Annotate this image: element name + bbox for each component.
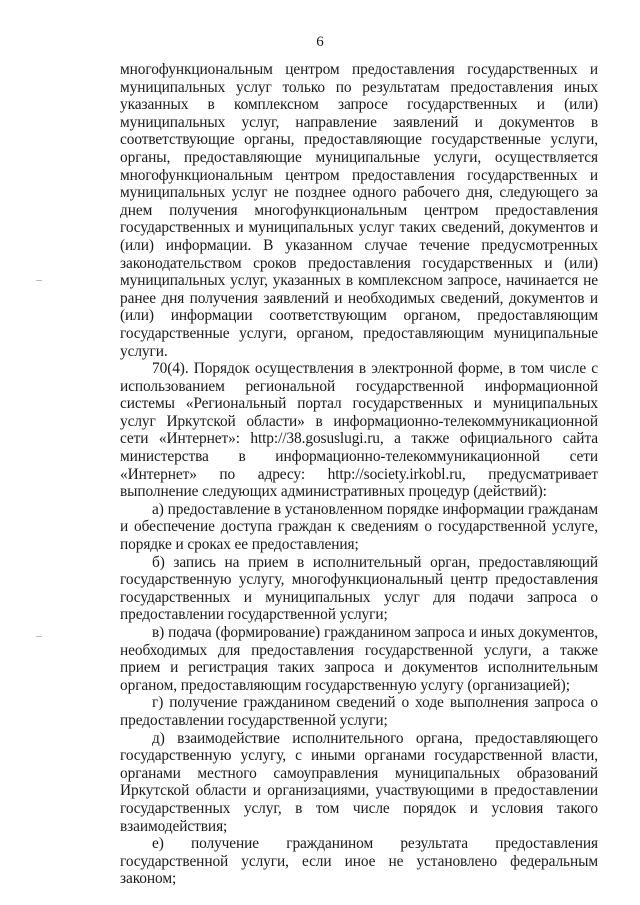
list-item-g: г) получение гражданином сведений о ходе выполнения запроса о предоставлении государственной услуги; [120, 694, 598, 729]
paragraph-continuation: многофункциональным центром предоставления государственных и муниципальных услуг только по результатам предоставления иных указанных в комплексном запросе государственных и (или) муниципальных услуг, направление заявлений и документов в соответствующие органы, предоставляющие государственные услуги, органы, предоставляющие муниципальные услуги, осуществляется многофункциональным центром предоставления государственных и муниципальных услуг не позднее одного рабочего дня, следующего за днем получения многофункциональным центром предоставления государственных и муниципальных услуг таких сведений, документов и (или) информации. В указанном случае течение предусмотренных законодательством сроков предоставления государственных и (или) муниципальных услуг, указанных в комплексном запросе, начинается не ранее дня получения заявлений и необходимых сведений, документов и (или) информации соответствующим органом, предоставляющим государственные услуги, органом, предоставляющим муниципальные услуги. [120, 61, 598, 360]
list-item-v: в) подача (формирование) гражданином запроса и иных документов, необходимых для предоставления государственной услуги, а также прием и регистрация таких запроса и документов исполнительным органом, предоставляющим государственную услугу (организацией); [120, 624, 598, 694]
document-body [120, 61, 598, 888]
list-item-b: б) запись на прием в исполнительный орган, предоставляющий государственную услугу, многофункциональный центр предоставления государственных и муниципальных услуг для подачи запроса о предоставлении государственной услуги; [120, 553, 598, 624]
page-number: 6 [316, 34, 324, 50]
paragraph-70-4: 70(4). Порядок осуществления в электронной форме, в том числе с использованием региональной государственной информационной системы «Региональный портал государственных и муниципальных услуг Иркутской области» в информационно-телекоммуникационной сети «Интернет»: http://38.gosuslugi.ru, а также официального сайта министерства в информационно-телекоммуникационной сети «Интернет» по адресу: http://society.irkobl.ru, предусматривает выполнение следующих административных процедур (действий): [120, 360, 598, 501]
margin-mark [36, 636, 42, 637]
list-item-a: а) предоставление в установленном порядке информации гражданам и обеспечение доступа граждан к сведениям о государственной услуге, порядке и сроках ее предоставления; [120, 500, 598, 554]
list-item-e: е) получение гражданином результата предоставления государственной услуги, если иное не установлено федеральным законом; [120, 835, 598, 888]
margin-mark [36, 280, 42, 281]
list-item-d: д) взаимодействие исполнительного органа, предоставляющего государственную услугу, с иными органами государственной власти, органами местного самоуправления муниципальных образований Иркутской области и организациями, участвующими в предоставлении государственных услуг, в том числе порядок и условия такого взаимодействия; [120, 729, 598, 835]
